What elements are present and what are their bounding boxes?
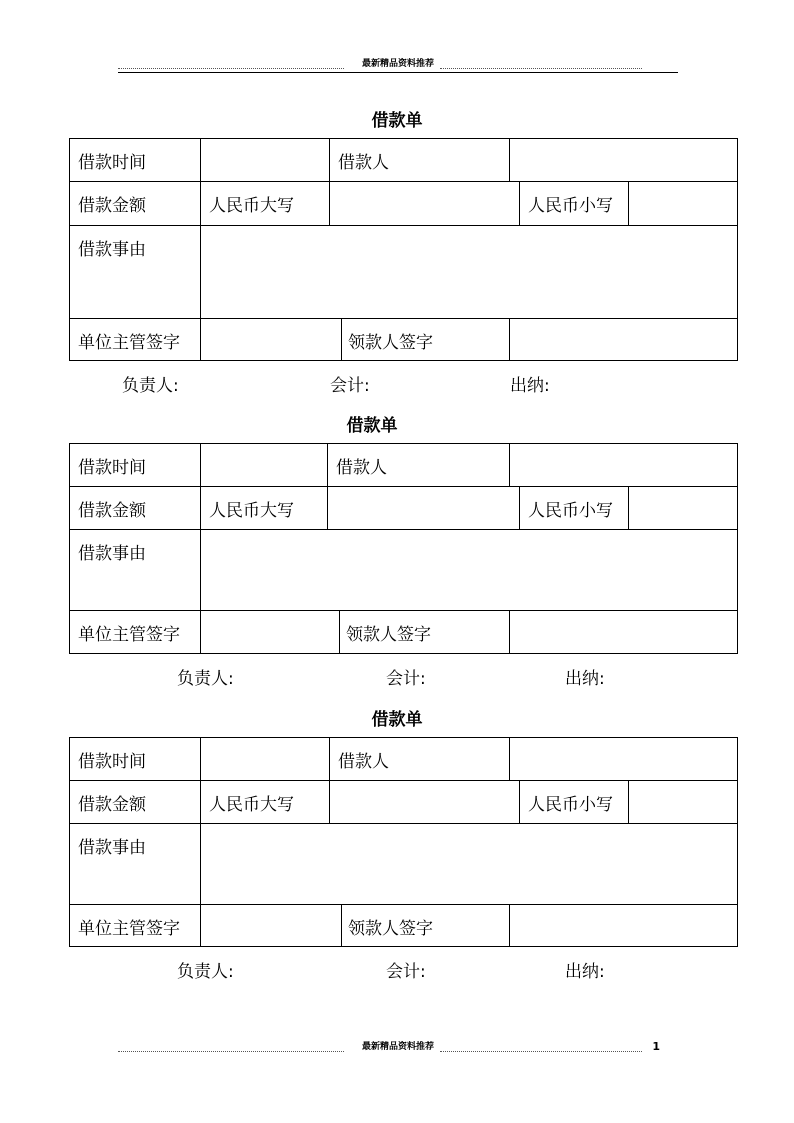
header-dotted-rule-left	[118, 68, 344, 69]
footer-text: 最新精品资料推荐	[358, 1042, 438, 1052]
form-3-label-time: 借款时间	[70, 738, 201, 781]
form-1-field-borrower[interactable]	[510, 139, 738, 182]
page-number: 1	[652, 1040, 660, 1053]
form-3-field-rmb-lower[interactable]	[629, 781, 738, 824]
form-3-field-receiver-sign[interactable]	[510, 905, 738, 947]
form-2-field-supervisor-sign[interactable]	[201, 611, 340, 654]
form-1-label-receiver-sign: 领款人签字	[342, 319, 510, 361]
form-2-field-rmb-lower[interactable]	[629, 487, 738, 530]
form-1-field-reason[interactable]	[201, 226, 738, 319]
page-footer	[118, 1041, 678, 1055]
form-3-label-borrower: 借款人	[330, 738, 510, 781]
form-1-title: 借款单	[371, 111, 423, 131]
form-3-field-reason[interactable]	[201, 824, 738, 905]
form-3-field-time[interactable]	[201, 738, 330, 781]
form-3-field-supervisor-sign[interactable]	[201, 905, 342, 947]
form-1-signature-row	[0, 371, 794, 396]
form-2-sig-cashier: 出纳:	[565, 669, 605, 689]
form-3-label-rmb-lower: 人民币小写	[520, 781, 629, 824]
form-1-field-time[interactable]	[201, 139, 330, 182]
form-3-label-supervisor-sign: 单位主管签字	[70, 905, 201, 947]
form-1-label-supervisor-sign: 单位主管签字	[70, 319, 201, 361]
form-1-field-receiver-sign[interactable]	[510, 319, 738, 361]
form-2-table	[69, 443, 738, 654]
form-1-label-borrower: 借款人	[330, 139, 510, 182]
form-1-sig-responsible: 负责人:	[122, 376, 179, 396]
form-3-field-borrower[interactable]	[510, 738, 738, 781]
form-2-label-rmb-lower: 人民币小写	[520, 487, 629, 530]
form-2-label-amount: 借款金额	[70, 487, 201, 530]
form-2-field-time[interactable]	[201, 444, 328, 487]
form-2-label-time: 借款时间	[70, 444, 201, 487]
form-3-label-rmb-upper: 人民币大写	[201, 781, 330, 824]
form-3-label-reason: 借款事由	[70, 824, 201, 905]
form-3-sig-cashier: 出纳:	[565, 962, 605, 982]
form-1-label-amount: 借款金额	[70, 182, 201, 226]
form-3-title: 借款单	[371, 710, 423, 730]
form-1-label-reason: 借款事由	[70, 226, 201, 319]
form-3-label-amount: 借款金额	[70, 781, 201, 824]
form-2-field-borrower[interactable]	[510, 444, 738, 487]
footer-dotted-rule-right	[440, 1051, 642, 1052]
form-1-sig-cashier: 出纳:	[510, 376, 550, 396]
footer-dotted-rule-left	[118, 1051, 344, 1052]
form-1-label-rmb-lower: 人民币小写	[520, 182, 629, 226]
header-text: 最新精品资料推荐	[358, 59, 438, 69]
form-2-label-receiver-sign: 领款人签字	[340, 611, 510, 654]
form-2-sig-accountant: 会计:	[386, 669, 426, 689]
form-3-label-receiver-sign: 领款人签字	[342, 905, 510, 947]
form-2-label-borrower: 借款人	[328, 444, 510, 487]
form-2-field-rmb-upper[interactable]	[328, 487, 520, 530]
form-1-label-time: 借款时间	[70, 139, 201, 182]
form-1-field-rmb-upper[interactable]	[330, 182, 520, 226]
header-dotted-rule-right	[440, 68, 642, 69]
page-header	[118, 58, 678, 73]
form-2-label-supervisor-sign: 单位主管签字	[70, 611, 201, 654]
form-2-signature-row	[0, 664, 794, 689]
form-1-table	[69, 138, 738, 361]
form-2-label-reason: 借款事由	[70, 530, 201, 611]
form-1-label-rmb-upper: 人民币大写	[201, 182, 330, 226]
form-2-sig-responsible: 负责人:	[177, 669, 234, 689]
form-1-field-supervisor-sign[interactable]	[201, 319, 342, 361]
form-3-field-rmb-upper[interactable]	[330, 781, 520, 824]
form-1-field-rmb-lower[interactable]	[629, 182, 738, 226]
form-2-label-rmb-upper: 人民币大写	[201, 487, 328, 530]
form-2-field-reason[interactable]	[201, 530, 738, 611]
form-3-sig-accountant: 会计:	[386, 962, 426, 982]
form-1-sig-accountant: 会计:	[330, 376, 370, 396]
form-2-title: 借款单	[346, 416, 398, 436]
form-3-sig-responsible: 负责人:	[177, 962, 234, 982]
form-3-table	[69, 737, 738, 947]
form-3-signature-row	[0, 957, 794, 982]
form-2-field-receiver-sign[interactable]	[510, 611, 738, 654]
